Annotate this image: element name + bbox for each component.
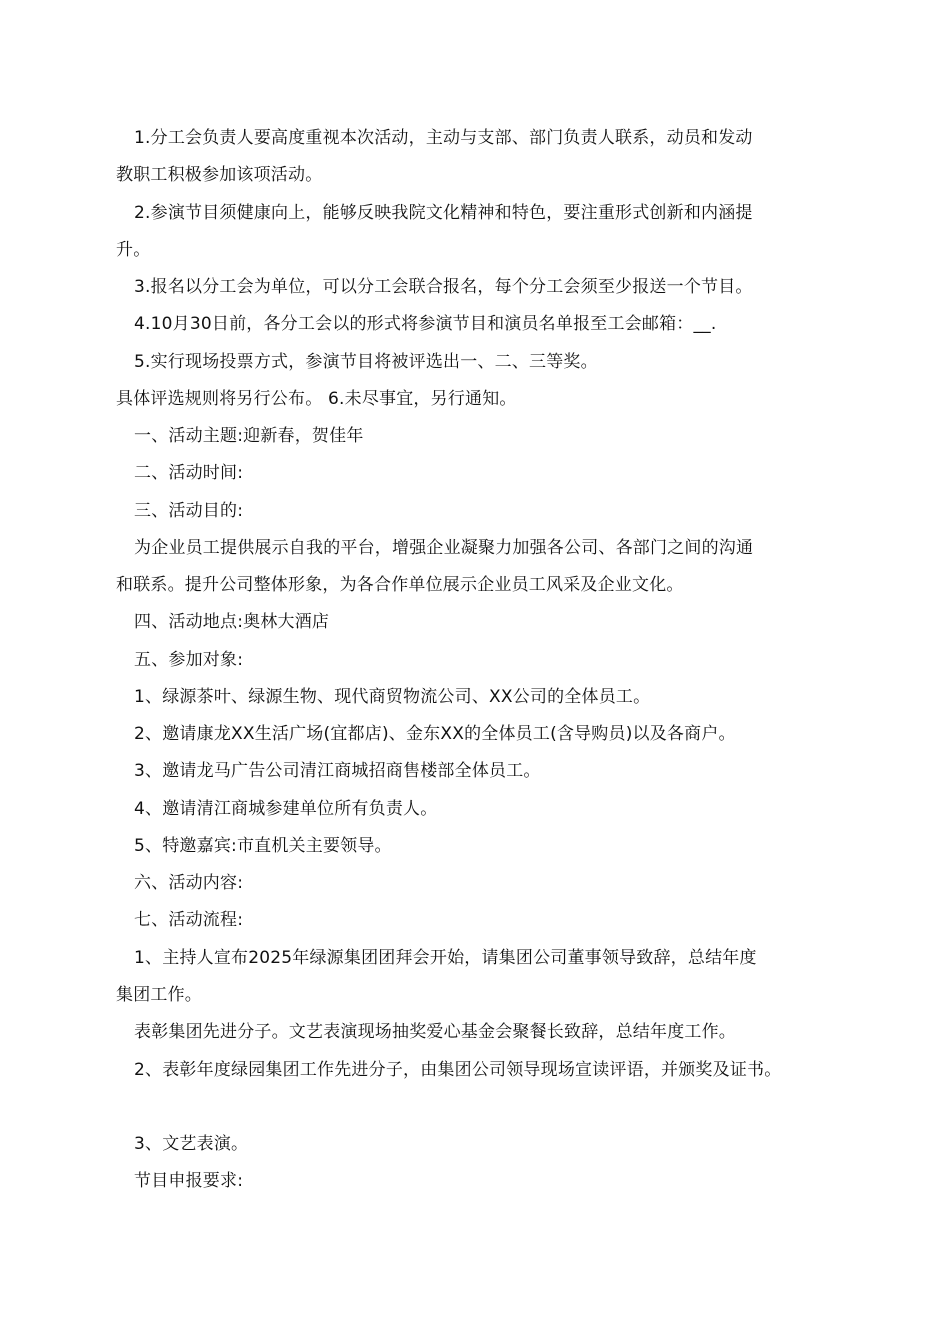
- paragraph-line: 为企业员工提供展示自我的平台，增强企业凝聚力加强各公司、各部门之间的沟通: [134, 538, 754, 558]
- paragraph-line: 具体评选规则将另行公布。 6.未尽事宜，另行通知。: [116, 389, 517, 409]
- list-item: 3、文艺表演。: [134, 1134, 249, 1154]
- list-item: 1、绿源茶叶、绿源生物、现代商贸物流公司、XX公司的全体员工。: [134, 687, 651, 707]
- list-item: 5、特邀嘉宾:市直机关主要领导。: [134, 836, 392, 856]
- paragraph-line: 5.实行现场投票方式，参演节目将被评选出一、二、三等奖。: [134, 352, 598, 372]
- list-item: 1、主持人宣布2025年绿源集团团拜会开始，请集团公司董事领导致辞，总结年度: [134, 948, 757, 968]
- section-heading: 五、参加对象:: [134, 650, 244, 670]
- section-heading: 一、活动主题:迎新春，贺佳年: [134, 426, 364, 446]
- paragraph-line: 集团工作。: [116, 985, 202, 1005]
- section-heading: 二、活动时间:: [134, 463, 244, 483]
- paragraph-line: 4.10月30日前，各分工会以的形式将参演节目和演员名单报至工会邮箱：__.: [134, 314, 717, 334]
- list-item: 2、邀请康龙XX生活广场(宜都店)、金东XX的全体员工(含导购员)以及各商户。: [134, 724, 736, 744]
- paragraph-line: 和联系。提升公司整体形象，为各合作单位展示企业员工风采及企业文化。: [116, 575, 684, 595]
- paragraph-line: 表彰集团先进分子。文艺表演现场抽奖爱心基金会聚餐长致辞，总结年度工作。: [134, 1022, 736, 1042]
- section-heading: 六、活动内容:: [134, 873, 244, 893]
- paragraph-line: 教职工积极参加该项活动。: [116, 165, 323, 185]
- section-heading: 三、活动目的:: [134, 501, 244, 521]
- list-item: 3、邀请龙马广告公司清江商城招商售楼部全体员工。: [134, 761, 541, 781]
- section-heading: 七、活动流程:: [134, 910, 244, 930]
- section-heading: 四、活动地点:奥林大酒店: [134, 612, 330, 632]
- list-item: 2、表彰年度绿园集团工作先进分子，由集团公司领导现场宣读评语，并颁奖及证书。: [134, 1060, 782, 1080]
- paragraph-line: 节目申报要求:: [134, 1171, 244, 1191]
- list-item: 4、邀请清江商城参建单位所有负责人。: [134, 799, 438, 819]
- paragraph-line: 3.报名以分工会为单位，可以分工会联合报名，每个分工会须至少报送一个节目。: [134, 277, 753, 297]
- paragraph-line: 升。: [116, 240, 151, 260]
- paragraph-line: 1.分工会负责人要高度重视本次活动，主动与支部、部门负责人联系，动员和发动: [134, 128, 753, 148]
- paragraph-line: 2.参演节目须健康向上，能够反映我院文化精神和特色，要注重形式创新和内涵提: [134, 203, 753, 223]
